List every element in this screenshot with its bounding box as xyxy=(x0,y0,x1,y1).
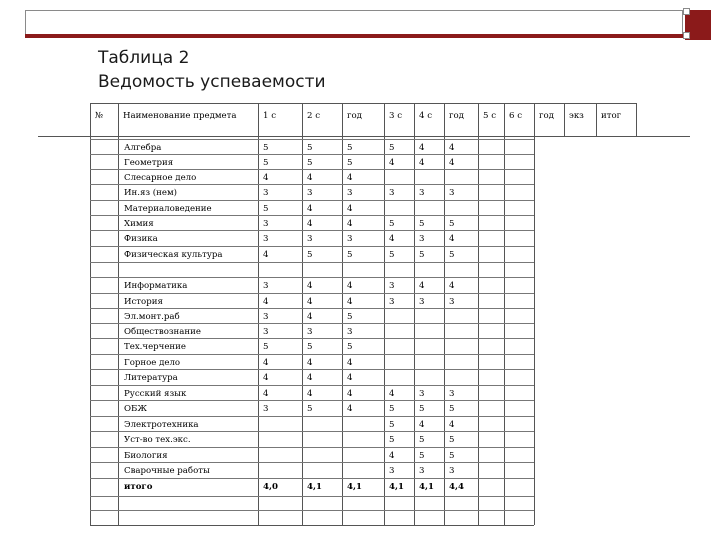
grade-value: 4 xyxy=(263,250,269,260)
grade-value: 5 xyxy=(263,204,269,214)
grade-value: 3 xyxy=(307,234,313,244)
row-divider xyxy=(90,293,534,294)
top-decoration-bar xyxy=(25,34,683,38)
grade-value: 3 xyxy=(263,219,269,229)
column-header: год xyxy=(449,111,464,121)
grade-value: 5 xyxy=(307,143,313,153)
grade-value: 4 xyxy=(307,297,313,307)
grade-value: 3 xyxy=(419,297,425,307)
grade-value: 4 xyxy=(419,143,425,153)
row-divider xyxy=(90,478,534,479)
subject-name: История xyxy=(124,297,163,307)
grade-value: 4 xyxy=(347,358,353,368)
subject-name: Обществознание xyxy=(124,327,201,337)
grade-value: 5 xyxy=(263,342,269,352)
column-header: Наименование предмета xyxy=(123,111,237,121)
row-divider xyxy=(90,416,534,417)
subject-name: ОБЖ xyxy=(124,404,148,414)
grade-value: 5 xyxy=(449,219,455,229)
grade-value: 4 xyxy=(419,420,425,430)
grade-value: 4,1 xyxy=(347,482,362,492)
grade-value: 4 xyxy=(347,173,353,183)
subject-name: Химия xyxy=(124,219,154,229)
grade-value: 5 xyxy=(449,250,455,260)
grade-value: 4 xyxy=(389,234,395,244)
table-bottom-border xyxy=(90,525,534,526)
grade-value: 4 xyxy=(347,297,353,307)
grade-value: 4 xyxy=(263,358,269,368)
subject-name: Информатика xyxy=(124,281,188,291)
grade-value: 3 xyxy=(389,297,395,307)
subject-name: Горное дело xyxy=(124,358,181,368)
column-divider xyxy=(564,103,565,137)
grade-value: 3 xyxy=(419,466,425,476)
grade-value: 5 xyxy=(449,451,455,461)
row-divider xyxy=(90,139,534,140)
column-header: год xyxy=(539,111,554,121)
grade-value: 4 xyxy=(449,143,455,153)
slide-subtitle: Ведомость успеваемости xyxy=(98,72,326,92)
row-divider xyxy=(90,400,534,401)
grade-value: 4 xyxy=(419,281,425,291)
grade-value: 4 xyxy=(347,373,353,383)
column-header: 6 с xyxy=(509,111,523,121)
grade-value: 4 xyxy=(389,158,395,168)
subject-name: Физика xyxy=(124,234,158,244)
header-rule xyxy=(38,136,690,137)
grade-value: 5 xyxy=(347,143,353,153)
subject-name: Русский язык xyxy=(124,389,187,399)
grade-value: 3 xyxy=(263,312,269,322)
grade-value: 4 xyxy=(419,158,425,168)
subject-name: Биология xyxy=(124,451,168,461)
grade-value: 3 xyxy=(263,404,269,414)
grade-value: 4 xyxy=(449,281,455,291)
grade-value: 3 xyxy=(389,281,395,291)
row-divider xyxy=(90,462,534,463)
subject-name: Ин.яз (нем) xyxy=(124,188,177,198)
grade-value: 3 xyxy=(449,188,455,198)
grade-value: 5 xyxy=(419,250,425,260)
grade-value: 5 xyxy=(419,435,425,445)
table-top-border xyxy=(90,103,636,104)
grade-value: 3 xyxy=(263,234,269,244)
grade-value: 3 xyxy=(449,466,455,476)
row-divider xyxy=(90,154,534,155)
grade-value: 4 xyxy=(307,173,313,183)
grade-value: 3 xyxy=(419,234,425,244)
grade-value: 4,1 xyxy=(307,482,322,492)
grade-value: 3 xyxy=(307,327,313,337)
grade-value: 5 xyxy=(419,451,425,461)
grade-value: 3 xyxy=(347,234,353,244)
grade-value: 5 xyxy=(419,219,425,229)
grade-value: 5 xyxy=(389,404,395,414)
grade-value: 4 xyxy=(347,204,353,214)
row-divider xyxy=(90,385,534,386)
row-divider xyxy=(90,169,534,170)
grade-value: 5 xyxy=(347,312,353,322)
grade-value: 4 xyxy=(263,373,269,383)
row-divider xyxy=(90,510,534,511)
grade-value: 5 xyxy=(347,158,353,168)
row-divider xyxy=(90,200,534,201)
row-divider xyxy=(90,354,534,355)
grade-value: 5 xyxy=(307,250,313,260)
column-header: 5 с xyxy=(483,111,497,121)
column-header: 4 с xyxy=(419,111,433,121)
row-divider xyxy=(90,230,534,231)
subject-name: Сварочные работы xyxy=(124,466,210,476)
grade-value: 3 xyxy=(389,466,395,476)
decoration-dot xyxy=(683,32,690,39)
grade-value: 3 xyxy=(307,188,313,198)
grade-value: 5 xyxy=(347,342,353,352)
grade-value: 4 xyxy=(347,389,353,399)
grade-value: 5 xyxy=(307,404,313,414)
subject-name: Физическая культура xyxy=(124,250,223,260)
grade-value: 3 xyxy=(449,389,455,399)
decoration-dot xyxy=(683,8,690,15)
column-divider xyxy=(636,103,637,137)
grade-value: 4 xyxy=(347,281,353,291)
subject-name: итого xyxy=(124,482,153,492)
grade-value: 4 xyxy=(307,358,313,368)
grade-value: 4 xyxy=(449,234,455,244)
grade-value: 3 xyxy=(347,327,353,337)
grade-value: 5 xyxy=(307,342,313,352)
grade-value: 4 xyxy=(307,373,313,383)
row-divider xyxy=(90,338,534,339)
grade-value: 4 xyxy=(307,204,313,214)
column-divider xyxy=(596,103,597,137)
grade-value: 5 xyxy=(389,435,395,445)
grade-value: 4 xyxy=(347,219,353,229)
column-header: 3 с xyxy=(389,111,403,121)
grade-value: 3 xyxy=(419,389,425,399)
row-divider xyxy=(90,308,534,309)
grade-value: 4 xyxy=(449,420,455,430)
slide-title: Таблица 2 xyxy=(98,48,190,68)
column-header: экз xyxy=(569,111,584,121)
grade-value: 4 xyxy=(389,451,395,461)
grade-value: 4 xyxy=(263,297,269,307)
row-divider xyxy=(90,369,534,370)
subject-name: Электротехника xyxy=(124,420,199,430)
column-header: итог xyxy=(601,111,622,121)
subject-name: Литература xyxy=(124,373,178,383)
grade-value: 4 xyxy=(307,219,313,229)
subject-name: Материаловедение xyxy=(124,204,212,214)
grade-value: 4 xyxy=(263,389,269,399)
subject-name: Слесарное дело xyxy=(124,173,197,183)
column-header: 2 с xyxy=(307,111,321,121)
grade-value: 4,1 xyxy=(419,482,434,492)
row-divider xyxy=(90,447,534,448)
row-divider xyxy=(90,184,534,185)
grade-value: 3 xyxy=(263,327,269,337)
subject-name: Алгебра xyxy=(124,143,162,153)
row-divider xyxy=(90,215,534,216)
grade-value: 4 xyxy=(449,158,455,168)
row-divider xyxy=(90,277,534,278)
subject-name: Эл.монт.раб xyxy=(124,312,180,322)
grade-value: 4 xyxy=(263,173,269,183)
grade-value: 3 xyxy=(389,188,395,198)
grade-value: 5 xyxy=(389,219,395,229)
grade-value: 3 xyxy=(263,188,269,198)
grade-value: 5 xyxy=(389,250,395,260)
grade-value: 3 xyxy=(419,188,425,198)
column-header: № xyxy=(95,111,104,121)
grade-value: 5 xyxy=(449,404,455,414)
grade-value: 5 xyxy=(307,158,313,168)
row-divider xyxy=(90,496,534,497)
grade-value: 5 xyxy=(347,250,353,260)
subject-name: Уст-во тех.экс. xyxy=(124,435,191,445)
subject-name: Тех.черчение xyxy=(124,342,186,352)
grade-value: 4,4 xyxy=(449,482,464,492)
row-divider xyxy=(90,323,534,324)
row-divider xyxy=(90,246,534,247)
grade-value: 4 xyxy=(307,389,313,399)
grade-value: 4,0 xyxy=(263,482,278,492)
grade-value: 5 xyxy=(263,158,269,168)
grade-value: 4 xyxy=(307,281,313,291)
top-decoration-frame xyxy=(25,10,683,36)
column-header: 1 с xyxy=(263,111,277,121)
grade-value: 5 xyxy=(389,420,395,430)
grade-value: 4 xyxy=(389,389,395,399)
subject-name: Геометрия xyxy=(124,158,174,168)
grade-value: 5 xyxy=(263,143,269,153)
column-header: год xyxy=(347,111,362,121)
grade-value: 4,1 xyxy=(389,482,404,492)
column-divider xyxy=(534,103,535,525)
grade-value: 3 xyxy=(263,281,269,291)
grade-value: 3 xyxy=(347,188,353,198)
row-divider xyxy=(90,431,534,432)
row-divider xyxy=(90,262,534,263)
grade-value: 3 xyxy=(449,297,455,307)
grade-value: 5 xyxy=(449,435,455,445)
grade-value: 5 xyxy=(389,143,395,153)
grade-value: 4 xyxy=(307,312,313,322)
grade-value: 4 xyxy=(347,404,353,414)
grade-value: 5 xyxy=(419,404,425,414)
